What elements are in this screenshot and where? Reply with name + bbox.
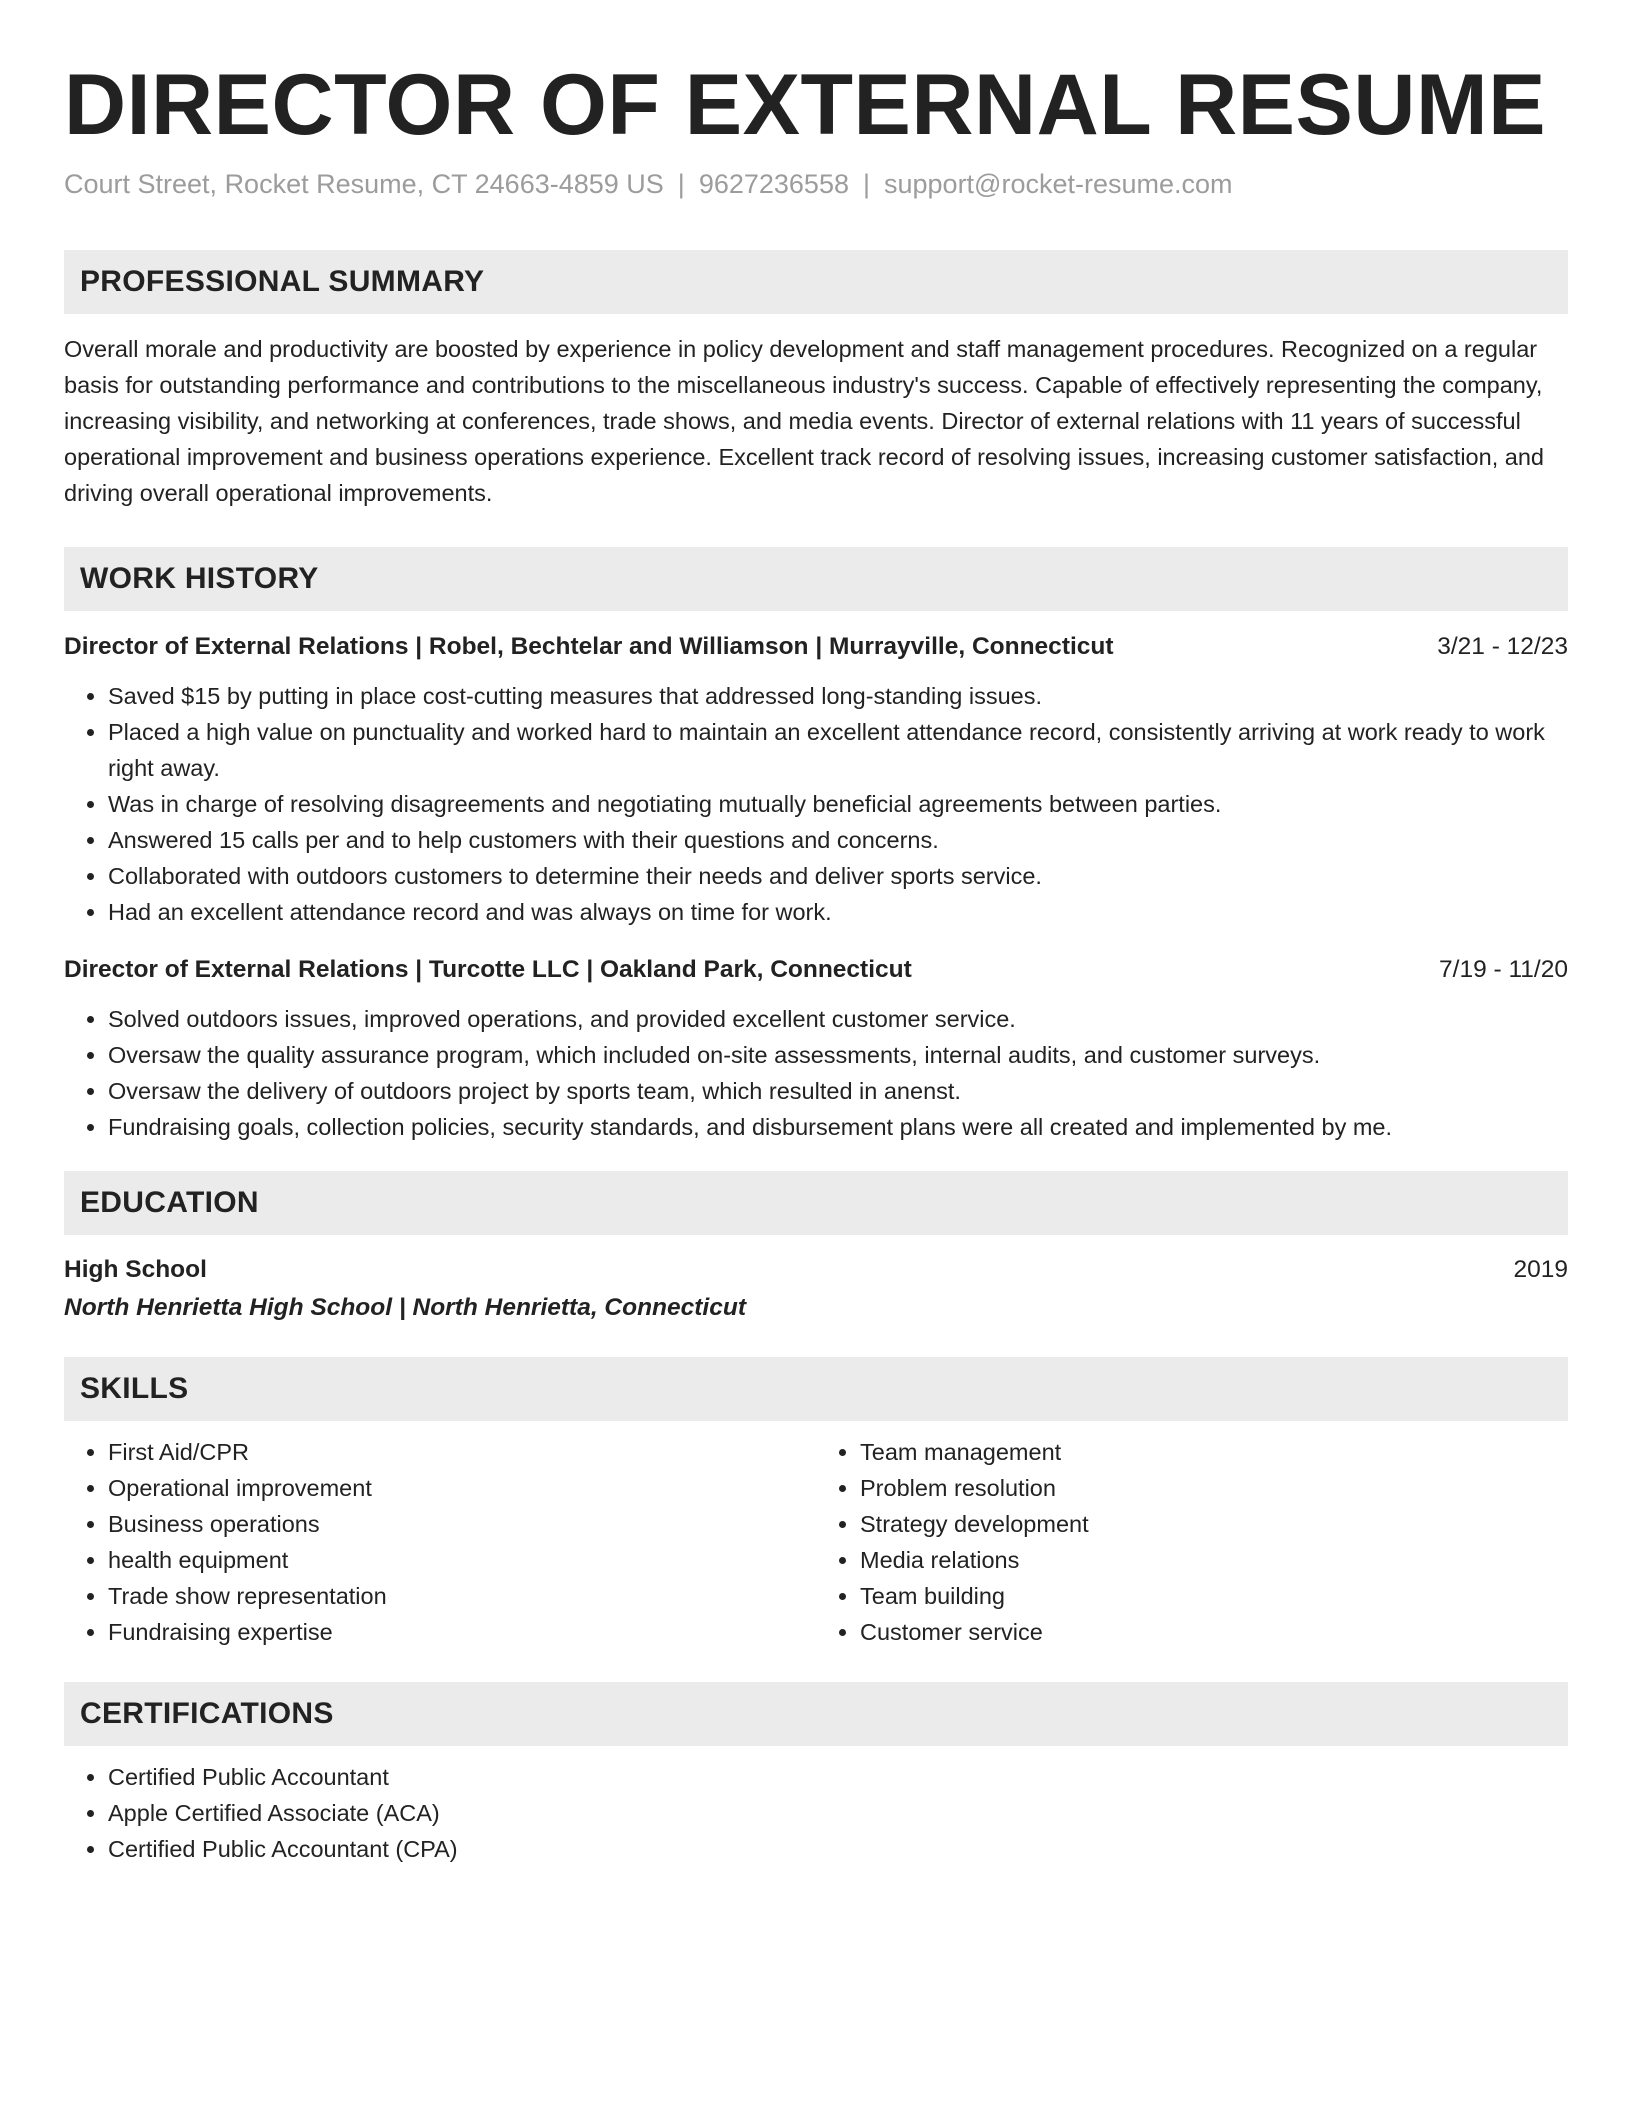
job-entry (64, 952, 1568, 1145)
skill-item: • Team building (860, 1578, 1568, 1614)
education-degree: High School (64, 1256, 207, 1283)
skill-item: • Team management (860, 1434, 1568, 1470)
certification-item: • Certified Public Accountant (CPA) (108, 1831, 1568, 1867)
summary-text: Overall morale and productivity are boosted by experience in policy development and staff management procedures. Recognized on a regular basis for outstanding performance and contributions to the miscellaneous industry's success. Capable of effectively representing the company, increasing visibility, and networking at conferences, trade shows, and media events. Director of external relations with 11 years of successful operational improvement and business operations experience. Excellent track record of resolving issues, increasing customer satisfaction, and driving overall operational improvements. (64, 336, 1544, 506)
skill-item: • Trade show representation (108, 1578, 816, 1614)
job-dates: 7/19 - 11/20 (1439, 956, 1568, 983)
certifications-list (64, 1759, 1568, 1867)
education-school: North Henrietta High School | North Henrietta, Connecticut (64, 1294, 746, 1321)
contact-line (64, 169, 1568, 200)
education-header (64, 1251, 1568, 1289)
certification-item: • Certified Public Accountant (108, 1759, 1568, 1795)
job-bullet: • Was in charge of resolving disagreements and negotiating mutually beneficial agreements between parties. (108, 786, 1568, 822)
certification-item: • Apple Certified Associate (ACA) (108, 1795, 1568, 1831)
work-section-header (64, 547, 1568, 611)
job-header (64, 952, 1568, 988)
contact-email: support@rocket-resume.com (884, 169, 1233, 199)
job-bullet: • Solved outdoors issues, improved operations, and provided excellent customer service. (108, 1001, 1568, 1037)
job-bullets (64, 1001, 1568, 1145)
job-bullet: • Placed a high value on punctuality and worked hard to maintain an excellent attendance record, consistently arriving at work ready to work right away. (108, 714, 1568, 786)
job-title: Director of External Relations | Turcotte LLC | Oakland Park, Connecticut (64, 956, 912, 983)
skills-section-header (64, 1357, 1568, 1421)
skills-list (64, 1434, 1568, 1650)
job-bullet: • Oversaw the delivery of outdoors project by sports team, which resulted in anenst. (108, 1073, 1568, 1109)
skills-column-right (816, 1434, 1568, 1650)
summary-section-header (64, 250, 1568, 314)
skill-item: • Fundraising expertise (108, 1614, 816, 1650)
skills-heading: SKILLS (80, 1372, 189, 1405)
job-bullet: • Answered 15 calls per and to help customers with their questions and concerns. (108, 822, 1568, 858)
job-bullet: • Had an excellent attendance record and was always on time for work. (108, 894, 1568, 930)
job-dates: 3/21 - 12/23 (1437, 633, 1568, 660)
skill-item: • Operational improvement (108, 1470, 816, 1506)
skill-item: • Customer service (860, 1614, 1568, 1650)
education-year: 2019 (1513, 1256, 1568, 1283)
job-bullet: • Fundraising goals, collection policies, security standards, and disbursement plans were all created and implemented by me. (108, 1109, 1568, 1145)
certifications-section-header (64, 1682, 1568, 1746)
skill-item: • Media relations (860, 1542, 1568, 1578)
job-bullet: • Collaborated with outdoors customers to determine their needs and deliver sports service. (108, 858, 1568, 894)
work-heading: WORK HISTORY (80, 562, 319, 595)
skill-item: • health equipment (108, 1542, 816, 1578)
job-entry (64, 629, 1568, 930)
contact-separator: | (677, 169, 685, 199)
skill-item: • Problem resolution (860, 1470, 1568, 1506)
job-title: Director of External Relations | Robel, Bechtelar and Williamson | Murrayville, Connecticut (64, 633, 1114, 660)
contact-separator: | (862, 169, 870, 199)
job-bullet: • Oversaw the quality assurance program, which included on-site assessments, internal audits, and customer surveys. (108, 1037, 1568, 1073)
contact-address: Court Street, Rocket Resume, CT 24663-4859 US (64, 169, 664, 199)
skill-item: • First Aid/CPR (108, 1434, 816, 1470)
contact-phone: 9627236558 (698, 169, 849, 199)
skill-item: • Business operations (108, 1506, 816, 1542)
education-heading: EDUCATION (80, 1186, 259, 1219)
summary-heading: PROFESSIONAL SUMMARY (80, 265, 485, 298)
job-bullet: • Saved $15 by putting in place cost-cutting measures that addressed long-standing issues. (108, 678, 1568, 714)
job-bullets (64, 678, 1568, 930)
certifications-heading: CERTIFICATIONS (80, 1697, 334, 1730)
skills-column-left (64, 1434, 816, 1650)
education-section-header (64, 1171, 1568, 1235)
skill-item: • Strategy development (860, 1506, 1568, 1542)
job-header (64, 629, 1568, 665)
resume-name: DIRECTOR OF EXTERNAL RESUME (64, 57, 1547, 153)
